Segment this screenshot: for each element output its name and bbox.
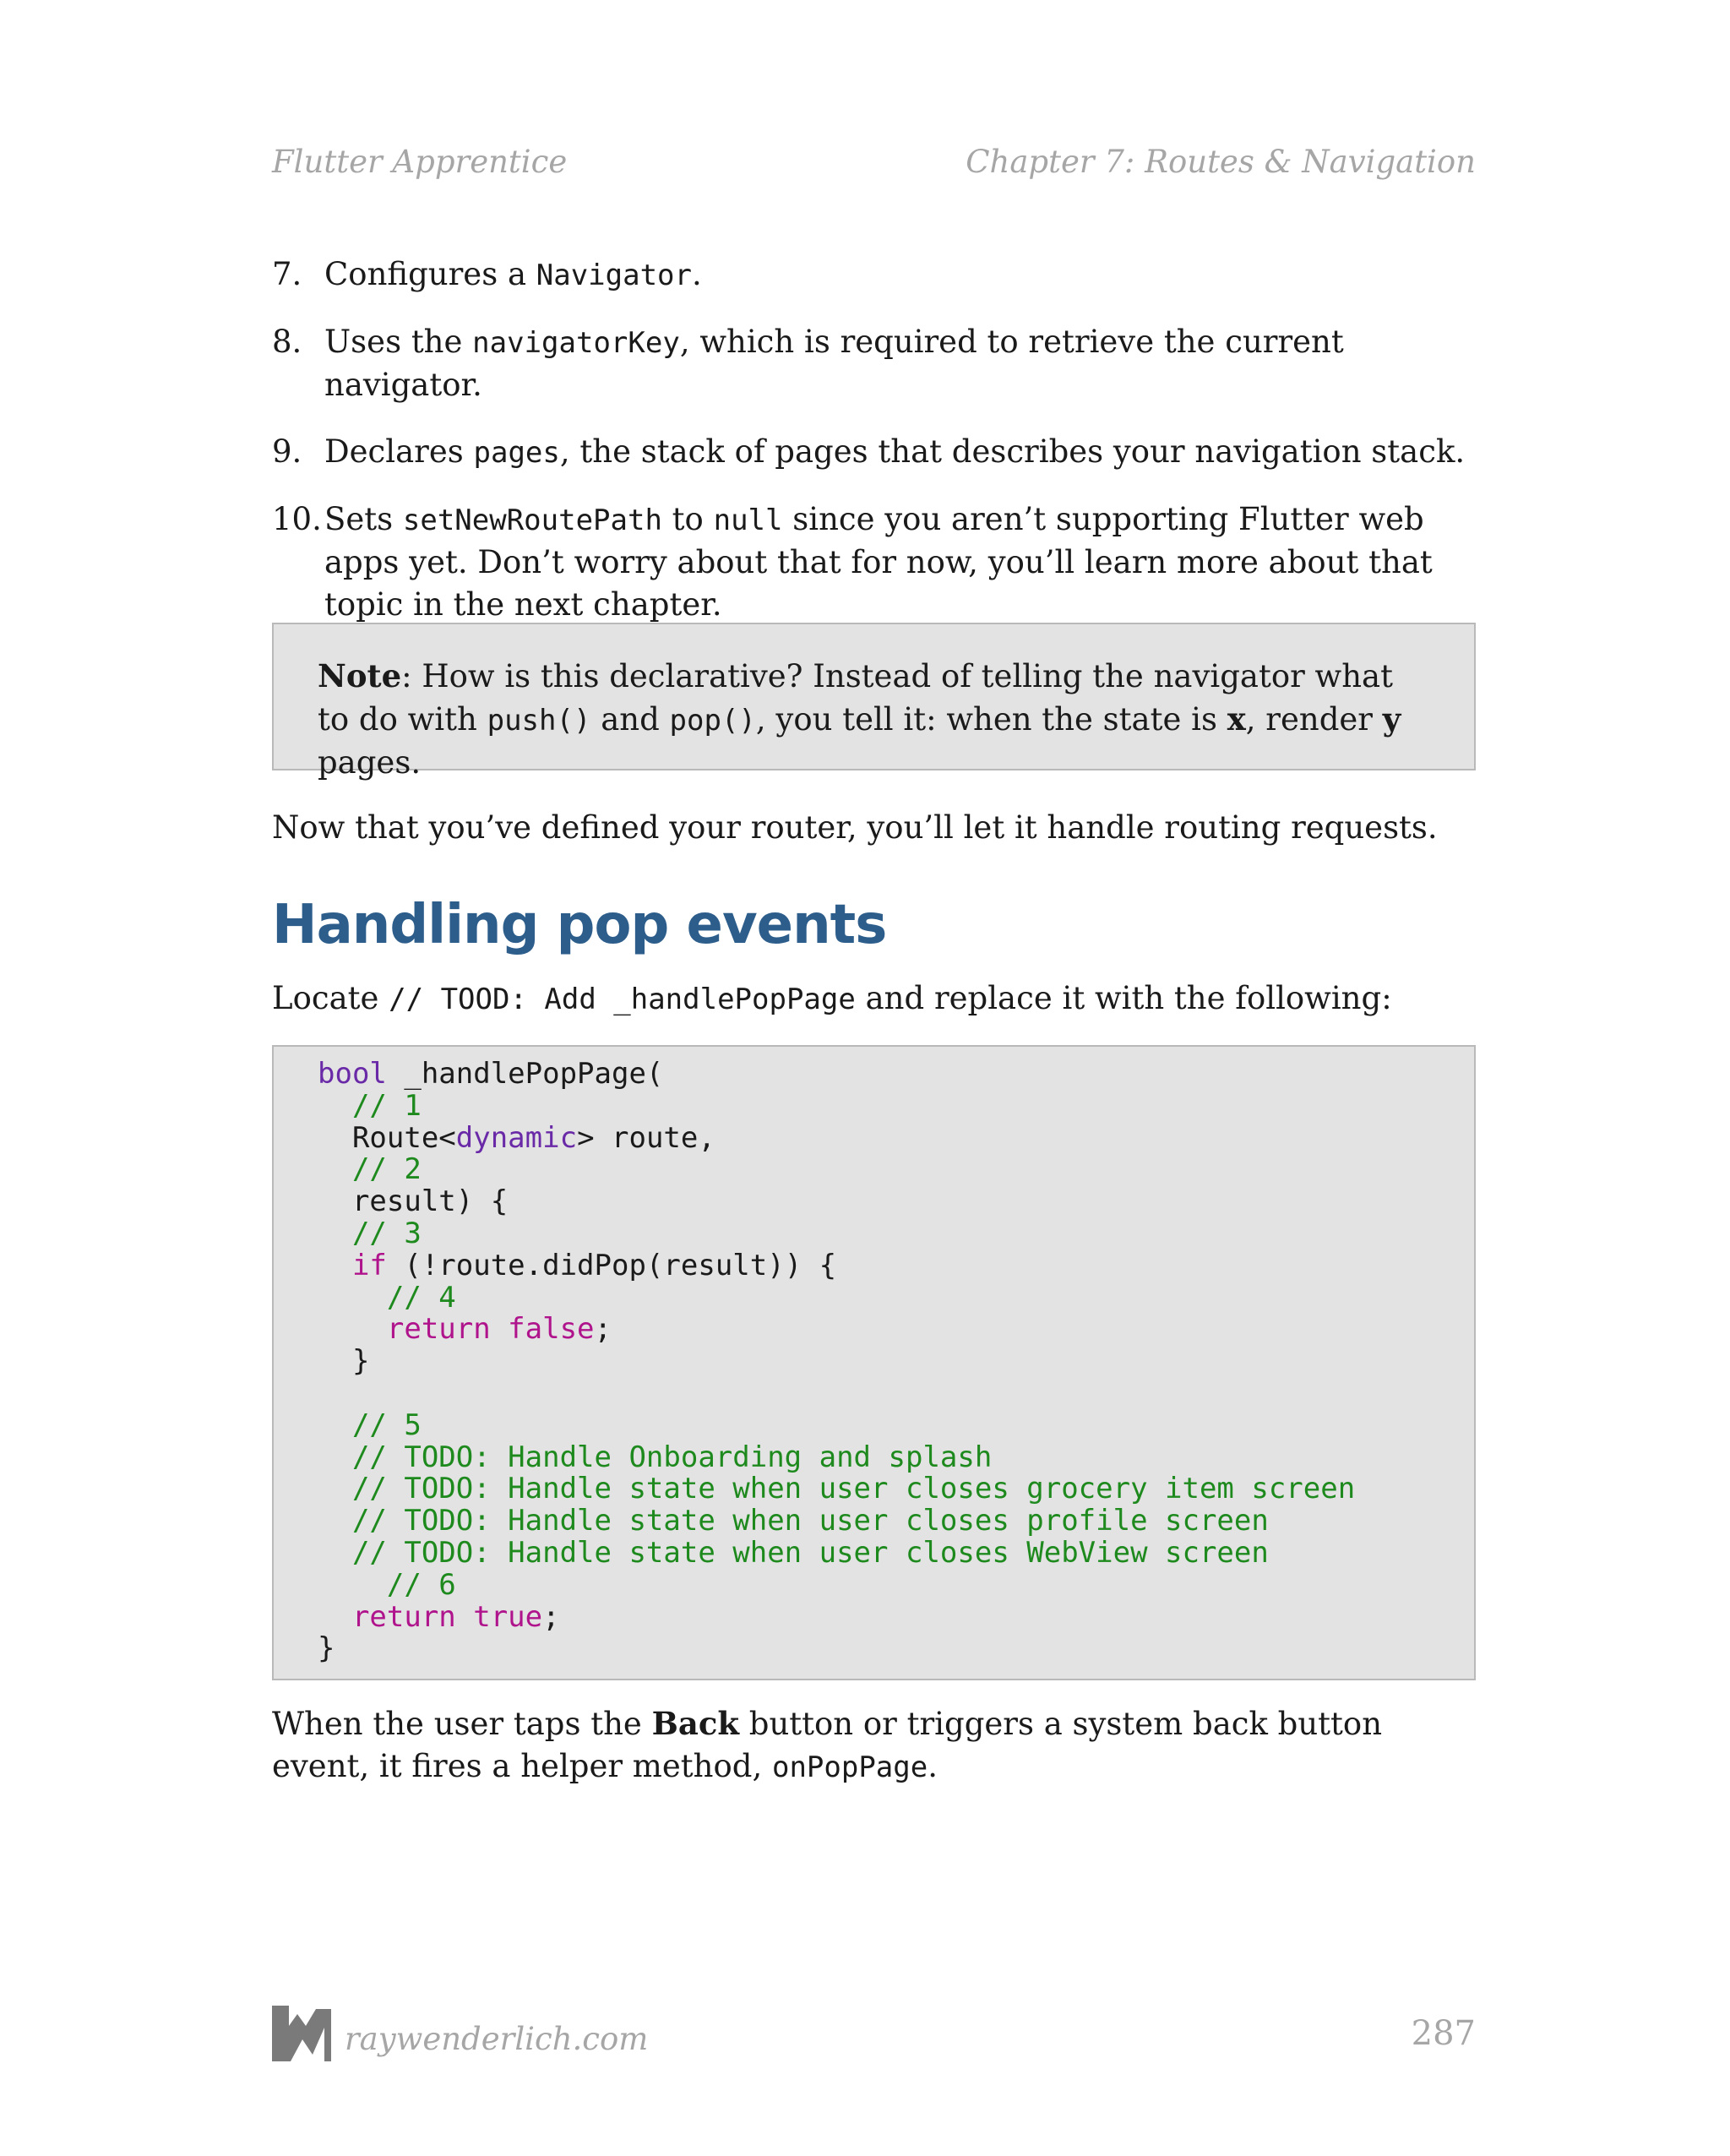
inline-code: setNewRoutePath <box>402 504 662 537</box>
paragraph: Now that you’ve defined your router, you’ll let it handle routing requests. <box>272 809 1438 846</box>
inline-code: Navigator <box>536 259 692 292</box>
code-line: return false; <box>318 1312 612 1347</box>
inline-code: null <box>713 504 783 537</box>
code-line: // 1 <box>318 1088 422 1123</box>
code-line: // 2 <box>318 1152 422 1187</box>
page-number: 287 <box>1411 2014 1476 2053</box>
list-item <box>272 321 1476 406</box>
list-number: 7. <box>272 256 302 292</box>
code-line: if (!route.didPop(result)) { <box>318 1248 837 1282</box>
code-line: // TODO: Handle state when user closes grocery item screen <box>318 1472 1356 1506</box>
note-label: Note <box>318 657 402 694</box>
code-line: result) { <box>318 1184 509 1219</box>
book-title: Flutter Apprentice <box>272 144 568 180</box>
inline-code: push() <box>487 704 591 738</box>
code-line: } <box>318 1344 370 1379</box>
list-number: 8. <box>272 324 302 360</box>
inline-code: navigatorKey <box>472 326 680 360</box>
list-item <box>272 253 1476 297</box>
paragraph: When the user taps the Back button or triggers a system back button event, it fires a helper method, onPopPage. <box>272 1705 1383 1784</box>
footer-site: raywenderlich.com <box>345 2021 649 2057</box>
bold-text: x <box>1227 700 1246 738</box>
code-line: // TODO: Handle state when user closes WebView screen <box>318 1535 1269 1570</box>
code-line: // 5 <box>318 1407 422 1442</box>
chapter-title: Chapter 7: Routes & Navigation <box>966 144 1476 180</box>
code-line: Route<dynamic> route, <box>318 1120 715 1155</box>
list-number: 9. <box>272 433 302 470</box>
list-text: Declares pages, the stack of pages that describes your navigation stack. <box>324 433 1466 470</box>
code-line: } <box>318 1631 335 1666</box>
list-text: Sets setNewRoutePath to null since you aren’t supporting Flutter web apps yet. Don’t worry about that for now, you’ll learn more about that topic in the next chapter. <box>324 501 1433 623</box>
list-text: Uses the navigatorKey, which is required to retrieve the current navigator. <box>324 324 1344 403</box>
list-item <box>272 431 1476 474</box>
section-heading: Handling pop events <box>272 894 887 956</box>
running-header <box>272 144 1476 180</box>
code-block <box>272 1045 1476 1680</box>
code-listing <box>318 1059 1474 1665</box>
inline-code: pop() <box>669 704 756 738</box>
inline-code: pages <box>473 436 560 470</box>
code-line: return true; <box>318 1599 560 1634</box>
raywenderlich-logo-icon <box>272 2002 331 2061</box>
code-line: // TODO: Handle state when user closes profile screen <box>318 1504 1269 1538</box>
numbered-list <box>272 253 1476 651</box>
bold-text: Back <box>651 1705 740 1742</box>
list-text: Configures a Navigator. <box>324 256 702 292</box>
code-line: // TODO: Handle Onboarding and splash <box>318 1440 993 1474</box>
bold-text: y <box>1382 700 1401 738</box>
code-line: // 4 <box>318 1280 456 1315</box>
code-line <box>318 1378 1474 1410</box>
inline-code: onPopPage <box>771 1750 928 1784</box>
paragraph: Locate // TOOD: Add _handlePopPage and replace it with the following: <box>272 980 1392 1016</box>
list-number: 10. <box>272 501 322 537</box>
code-line: bool _handlePopPage( <box>318 1057 664 1091</box>
code-line: // 3 <box>318 1216 422 1250</box>
list-item <box>272 498 1476 626</box>
note-box: Note: How is this declarative? Instead of telling the navigator what to do with push() and pop(), you tell it: when the state is x, render y pages. <box>272 623 1476 770</box>
inline-code: // TOOD: Add _handlePopPage <box>389 983 856 1016</box>
code-line: // 6 <box>318 1567 456 1602</box>
